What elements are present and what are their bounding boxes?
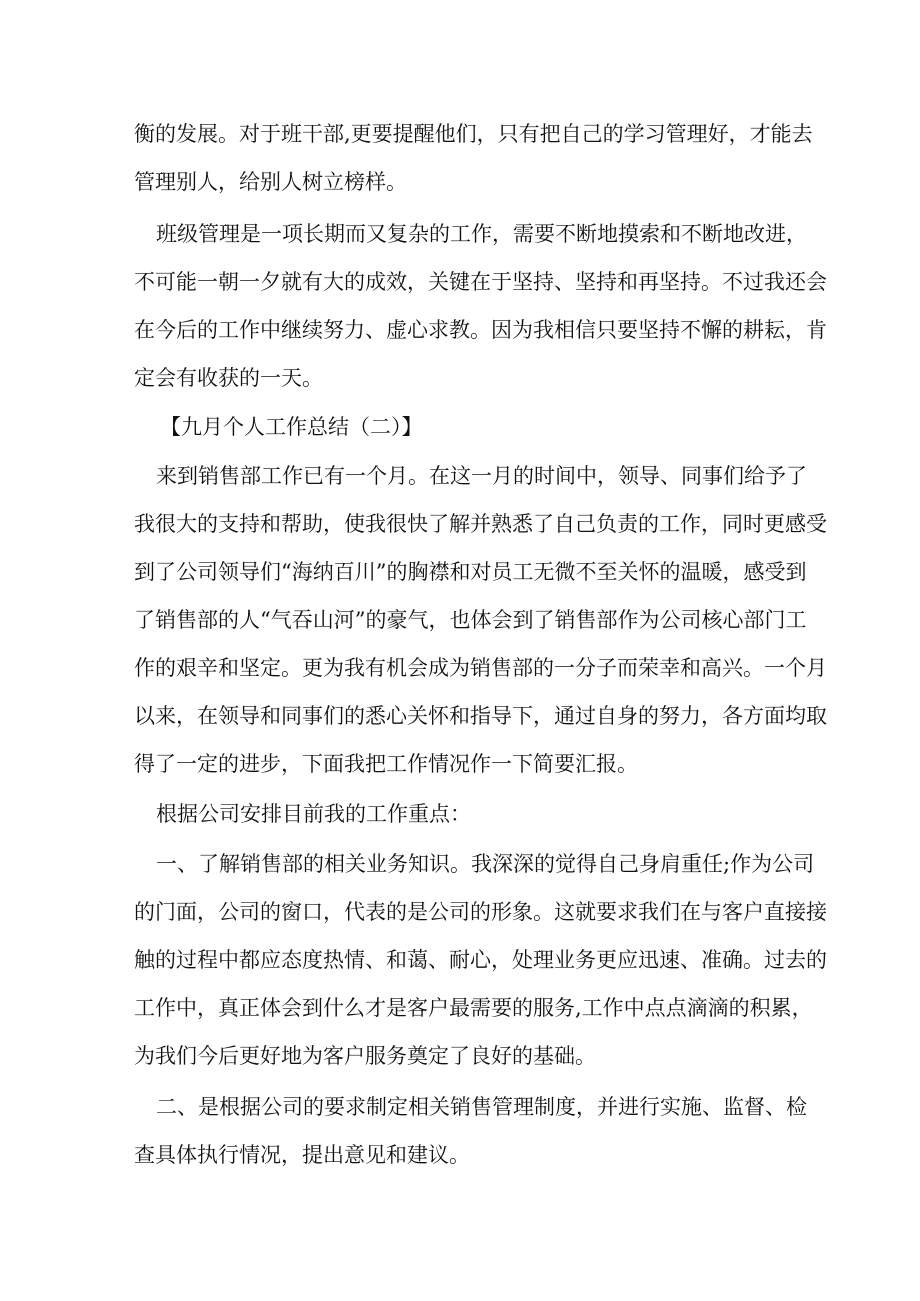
section-heading: 【九月个人工作总结（二）】 [160, 415, 423, 439]
text-line: 衡的发展。对于班干部,更要提醒他们，只有把自己的学习管理好，才能去 [134, 122, 813, 146]
text-line: 我很大的支持和帮助，使我很快了解并熟悉了自己负责的工作，同时更感受 [134, 512, 827, 536]
text-line: 以来，在领导和同事们的悉心关怀和指导下，通过自身的努力，各方面均取 [134, 704, 827, 728]
text-line: 二、是根据公司的要求制定相关销售管理制度，并进行实施、监督、检 [156, 1095, 807, 1119]
text-line: 触的过程中都应态度热情、和蔼、耐心，处理业务更应迅速、准确。过去的 [134, 948, 827, 972]
text-line: 作的艰辛和坚定。更为我有机会成为销售部的一分子而荣幸和高兴。一个月 [134, 656, 827, 680]
text-line: 班级管理是一项长期而又复杂的工作，需要不断地摸索和不断地改进， [156, 222, 807, 246]
text-line: 定会有收获的一天。 [134, 366, 323, 390]
text-line: 在今后的工作中继续努力、虚心求教。因为我相信只要坚持不懈的耕耘，肯 [134, 318, 827, 342]
text-line: 工作中，真正体会到什么才是客户最需要的服务,工作中点点滴滴的积累， [134, 996, 813, 1020]
text-line: 的门面，公司的窗口，代表的是公司的形象。这就要求我们在与客户直接接 [134, 900, 827, 924]
text-line: 一、了解销售部的相关业务知识。我深深的觉得自己身肩重任;作为公司 [156, 852, 815, 876]
text-line: 为我们今后更好地为客户服务奠定了良好的基础。 [134, 1044, 596, 1068]
text-line: 得了一定的进步，下面我把工作情况作一下简要汇报。 [134, 752, 638, 776]
text-line: 来到销售部工作已有一个月。在这一月的时间中，领导、同事们给予了 [156, 464, 807, 488]
text-line: 根据公司安排目前我的工作重点： [156, 802, 471, 826]
text-line: 查具体执行情况，提出意见和建议。 [134, 1143, 470, 1167]
text-line: 了销售部的人“气吞山河”的豪气，也体会到了销售部作为公司核心部门工 [134, 608, 807, 632]
text-line: 到了公司领导们“海纳百川”的胸襟和对员工无微不至关怀的温暖，感受到 [134, 560, 807, 584]
text-line: 不可能一朝一夕就有大的成效，关键在于坚持、坚持和再坚持。不过我还会 [134, 270, 827, 294]
text-line: 管理别人，给别人树立榜样。 [134, 170, 407, 194]
